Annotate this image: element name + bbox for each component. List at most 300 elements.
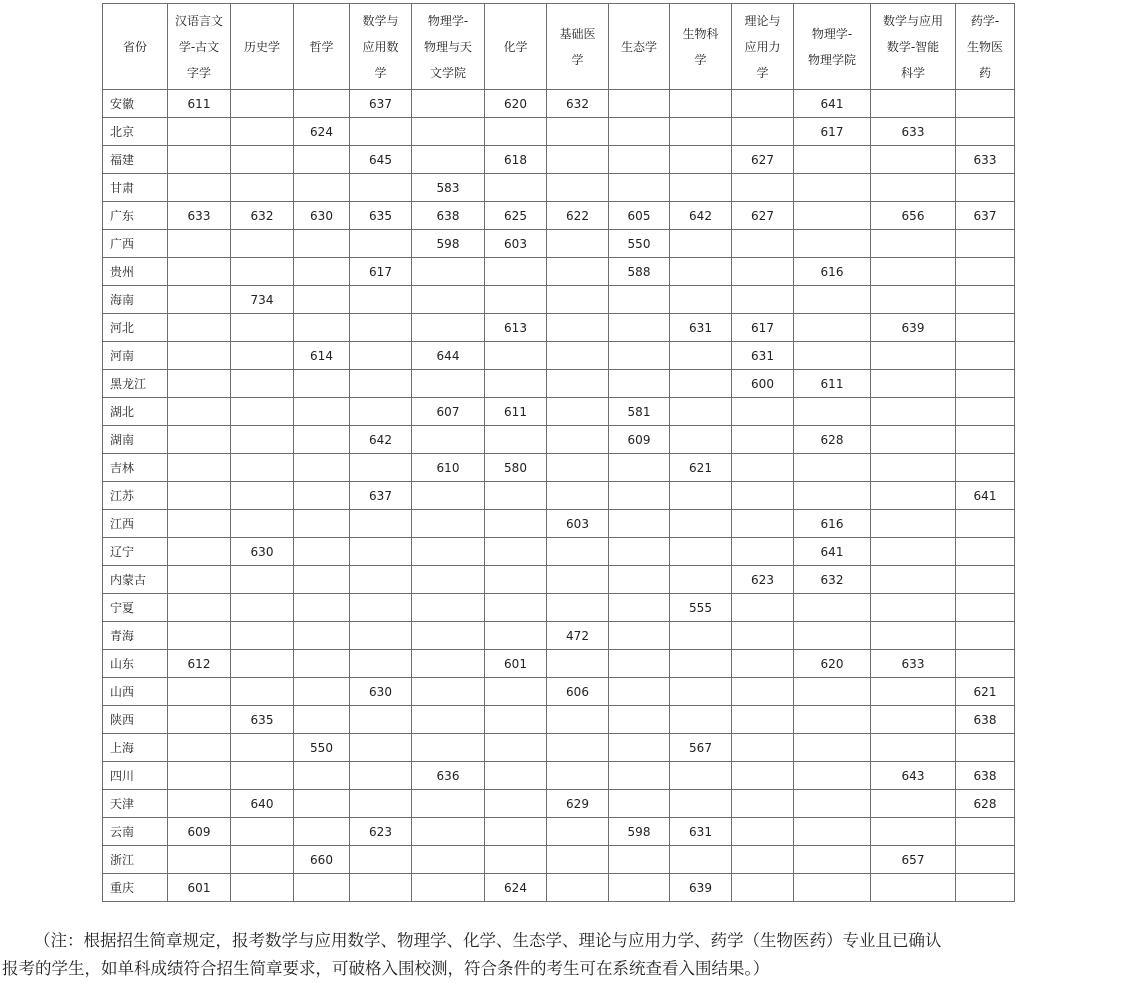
score-cell: 641	[794, 538, 871, 566]
score-cell: 621	[670, 454, 732, 482]
score-cell	[485, 510, 547, 538]
score-cell	[670, 790, 732, 818]
province-cell: 河北	[103, 314, 168, 342]
score-cell	[871, 398, 956, 426]
score-cell	[871, 482, 956, 510]
score-cell	[412, 566, 485, 594]
score-cell	[732, 538, 794, 566]
score-cell	[168, 174, 231, 202]
column-header-text: 化学	[503, 39, 528, 54]
province-cell: 上海	[103, 734, 168, 762]
score-cell: 645	[350, 146, 412, 174]
table-row	[103, 398, 1015, 426]
score-cell	[871, 790, 956, 818]
score-cell	[670, 650, 732, 678]
table-row	[103, 146, 1015, 174]
score-cell	[412, 426, 485, 454]
table-row	[103, 538, 1015, 566]
score-cell	[231, 426, 294, 454]
score-cell	[609, 482, 670, 510]
score-cell	[794, 734, 871, 762]
table-row	[103, 482, 1015, 510]
score-cell	[168, 146, 231, 174]
column-header-text: 学	[694, 52, 707, 67]
score-cell	[794, 762, 871, 790]
table-row	[103, 678, 1015, 706]
score-cell	[231, 846, 294, 874]
score-cell	[231, 482, 294, 510]
score-cell	[294, 90, 350, 118]
score-cell: 629	[547, 790, 609, 818]
column-header-text: 学	[374, 65, 387, 80]
score-cell	[350, 566, 412, 594]
score-cell: 627	[732, 146, 794, 174]
score-cell	[871, 454, 956, 482]
score-cell	[547, 174, 609, 202]
score-cell	[609, 678, 670, 706]
table-row	[103, 258, 1015, 286]
score-cell	[350, 846, 412, 874]
score-cell	[871, 258, 956, 286]
score-cell	[794, 706, 871, 734]
score-cell: 472	[547, 622, 609, 650]
score-cell: 603	[485, 230, 547, 258]
score-cell: 639	[871, 314, 956, 342]
column-header-text: 应用数	[362, 39, 399, 54]
score-cell: 607	[412, 398, 485, 426]
column-header-major	[350, 4, 412, 90]
score-cell	[231, 594, 294, 622]
score-cell	[794, 482, 871, 510]
column-header-major	[412, 4, 485, 90]
score-cell	[294, 146, 350, 174]
score-cell: 601	[168, 874, 231, 902]
score-cell: 641	[794, 90, 871, 118]
score-cell	[956, 286, 1015, 314]
score-cell	[547, 230, 609, 258]
score-cell	[547, 370, 609, 398]
score-cell	[485, 426, 547, 454]
score-cell	[294, 454, 350, 482]
score-cell	[670, 706, 732, 734]
score-cell	[732, 90, 794, 118]
score-cell	[609, 734, 670, 762]
province-cell: 天津	[103, 790, 168, 818]
score-cell	[732, 790, 794, 818]
province-cell: 甘肃	[103, 174, 168, 202]
score-cell: 631	[732, 342, 794, 370]
score-cell: 635	[231, 706, 294, 734]
column-header-text: 生物医	[966, 39, 1003, 54]
province-cell: 山西	[103, 678, 168, 706]
score-cell	[485, 678, 547, 706]
footnote-line-2: 报考的学生，如单科成绩符合招生简章要求，可破格入围校测，符合条件的考生可在系统查看入围结果。）	[2, 959, 770, 978]
score-cell	[670, 286, 732, 314]
table-row	[103, 90, 1015, 118]
column-header-major	[732, 4, 794, 90]
column-header-text: 数学与应用	[882, 13, 943, 28]
score-cell	[168, 790, 231, 818]
score-cell	[732, 818, 794, 846]
score-cell	[412, 370, 485, 398]
score-cell	[547, 594, 609, 622]
score-cell	[231, 258, 294, 286]
score-cell	[609, 454, 670, 482]
score-cell	[350, 762, 412, 790]
score-cell	[871, 706, 956, 734]
province-cell: 四川	[103, 762, 168, 790]
score-cell	[732, 734, 794, 762]
score-cell	[956, 426, 1015, 454]
score-cell	[609, 762, 670, 790]
score-cell	[732, 650, 794, 678]
score-cell: 616	[794, 258, 871, 286]
column-header-text: 数学-智能	[886, 39, 940, 54]
score-cell: 640	[231, 790, 294, 818]
score-cell	[670, 846, 732, 874]
score-cell	[547, 286, 609, 314]
score-cell	[794, 314, 871, 342]
score-cell	[485, 762, 547, 790]
score-cell	[168, 566, 231, 594]
score-cell	[350, 398, 412, 426]
column-header-province	[103, 4, 168, 90]
score-cell	[956, 734, 1015, 762]
score-cell	[794, 790, 871, 818]
province-cell: 湖北	[103, 398, 168, 426]
score-cell: 632	[547, 90, 609, 118]
score-cell	[670, 622, 732, 650]
score-cell	[732, 454, 794, 482]
score-cell	[350, 314, 412, 342]
score-cell	[871, 174, 956, 202]
score-cell	[547, 874, 609, 902]
score-cell	[350, 342, 412, 370]
table-row	[103, 230, 1015, 258]
score-cell	[485, 818, 547, 846]
score-cell: 657	[871, 846, 956, 874]
table-row	[103, 874, 1015, 902]
score-cell	[168, 426, 231, 454]
column-header-text: 应用力	[744, 39, 781, 54]
score-cell: 627	[732, 202, 794, 230]
score-cell	[794, 678, 871, 706]
score-cell	[547, 650, 609, 678]
header-row	[103, 4, 1015, 90]
score-cell	[412, 818, 485, 846]
score-cell	[670, 90, 732, 118]
province-cell: 广西	[103, 230, 168, 258]
score-cell	[732, 706, 794, 734]
column-header-text: 物理与天	[423, 39, 472, 54]
score-cell: 637	[956, 202, 1015, 230]
score-cell	[485, 846, 547, 874]
score-cell: 616	[794, 510, 871, 538]
score-cell	[956, 594, 1015, 622]
score-cell	[956, 118, 1015, 146]
score-cell	[956, 650, 1015, 678]
score-cell	[412, 594, 485, 622]
column-header-text: 药	[978, 65, 991, 80]
score-cell: 636	[412, 762, 485, 790]
score-cell	[294, 538, 350, 566]
score-cell	[547, 538, 609, 566]
score-cell: 623	[732, 566, 794, 594]
score-cell	[871, 538, 956, 566]
score-cell: 633	[871, 650, 956, 678]
score-cell	[412, 538, 485, 566]
score-cell	[168, 846, 231, 874]
score-cell	[350, 454, 412, 482]
score-cell	[956, 90, 1015, 118]
score-cell	[485, 258, 547, 286]
table-body	[103, 90, 1015, 902]
score-cell: 643	[871, 762, 956, 790]
score-cell	[547, 762, 609, 790]
score-cell	[168, 706, 231, 734]
score-cell	[168, 454, 231, 482]
score-cell	[871, 678, 956, 706]
score-cell: 628	[956, 790, 1015, 818]
score-cell	[670, 510, 732, 538]
score-cell	[294, 594, 350, 622]
score-cell: 580	[485, 454, 547, 482]
score-cell	[732, 174, 794, 202]
score-cell: 631	[670, 818, 732, 846]
score-cell: 624	[485, 874, 547, 902]
score-cell	[871, 818, 956, 846]
column-header-text: 生态学	[620, 39, 657, 54]
score-cell: 635	[350, 202, 412, 230]
province-cell: 云南	[103, 818, 168, 846]
score-cell	[732, 846, 794, 874]
score-cell: 606	[547, 678, 609, 706]
score-cell	[871, 426, 956, 454]
score-cell	[956, 818, 1015, 846]
column-header-text: 学	[571, 52, 584, 67]
score-cell: 567	[670, 734, 732, 762]
score-cell: 583	[412, 174, 485, 202]
score-cell: 609	[168, 818, 231, 846]
score-cell: 617	[794, 118, 871, 146]
score-cell	[168, 594, 231, 622]
table-row	[103, 174, 1015, 202]
score-cell: 623	[350, 818, 412, 846]
score-cell	[231, 566, 294, 594]
score-cell: 612	[168, 650, 231, 678]
score-cell	[871, 734, 956, 762]
score-cell	[547, 146, 609, 174]
score-cell	[794, 594, 871, 622]
column-header-text: 文学院	[429, 65, 466, 80]
score-cell: 637	[350, 482, 412, 510]
score-cell	[609, 510, 670, 538]
score-cell	[294, 650, 350, 678]
score-cell	[732, 398, 794, 426]
score-cell	[168, 258, 231, 286]
table-row	[103, 594, 1015, 622]
score-cell: 637	[350, 90, 412, 118]
score-cell	[547, 454, 609, 482]
score-cell: 632	[794, 566, 871, 594]
column-header-text: 汉语言文	[174, 13, 223, 28]
score-cell	[609, 790, 670, 818]
score-cell	[871, 230, 956, 258]
score-cell: 632	[231, 202, 294, 230]
score-cell: 638	[956, 762, 1015, 790]
score-cell	[732, 510, 794, 538]
score-cell	[350, 874, 412, 902]
table-row	[103, 202, 1015, 230]
score-cell	[294, 678, 350, 706]
score-cell	[294, 398, 350, 426]
column-header-major	[485, 4, 547, 90]
score-cell: 638	[412, 202, 485, 230]
score-cell	[294, 510, 350, 538]
score-cell	[547, 342, 609, 370]
province-cell: 安徽	[103, 90, 168, 118]
province-cell: 内蒙古	[103, 566, 168, 594]
score-cell	[871, 566, 956, 594]
score-cell	[231, 510, 294, 538]
score-cell: 638	[956, 706, 1015, 734]
score-cell	[168, 370, 231, 398]
score-cell: 611	[485, 398, 547, 426]
score-cell	[231, 174, 294, 202]
score-cell	[732, 230, 794, 258]
score-cell	[231, 398, 294, 426]
province-cell: 福建	[103, 146, 168, 174]
table-row	[103, 286, 1015, 314]
score-cell	[168, 286, 231, 314]
score-cell: 611	[794, 370, 871, 398]
score-cell: 644	[412, 342, 485, 370]
column-header-text: 数学与	[362, 13, 399, 28]
score-cell	[294, 314, 350, 342]
score-cell	[956, 874, 1015, 902]
score-cell	[956, 510, 1015, 538]
score-cell	[485, 594, 547, 622]
score-cell	[794, 174, 871, 202]
score-cell	[485, 174, 547, 202]
score-cell	[231, 314, 294, 342]
score-cell	[956, 174, 1015, 202]
score-cell	[168, 482, 231, 510]
score-cell	[485, 734, 547, 762]
province-cell: 江苏	[103, 482, 168, 510]
score-cell	[794, 230, 871, 258]
score-cell	[956, 538, 1015, 566]
score-cell	[294, 818, 350, 846]
score-cell	[547, 706, 609, 734]
score-cell	[412, 258, 485, 286]
score-cell: 633	[956, 146, 1015, 174]
score-cell	[350, 622, 412, 650]
table-row	[103, 370, 1015, 398]
province-cell: 北京	[103, 118, 168, 146]
score-cell	[794, 202, 871, 230]
score-cell	[609, 874, 670, 902]
score-cell	[732, 594, 794, 622]
province-cell: 山东	[103, 650, 168, 678]
province-cell: 青海	[103, 622, 168, 650]
score-cell: 555	[670, 594, 732, 622]
score-cell	[350, 118, 412, 146]
score-cell	[294, 790, 350, 818]
score-cell: 550	[609, 230, 670, 258]
score-cell	[547, 398, 609, 426]
score-cell	[485, 622, 547, 650]
score-cell	[294, 174, 350, 202]
score-cell	[168, 118, 231, 146]
score-cell: 625	[485, 202, 547, 230]
score-cell	[794, 874, 871, 902]
column-header-text: 省份	[122, 39, 147, 54]
score-cell	[871, 370, 956, 398]
score-cell: 630	[350, 678, 412, 706]
table-row	[103, 314, 1015, 342]
score-cell: 550	[294, 734, 350, 762]
province-cell: 海南	[103, 286, 168, 314]
column-header-text: 物理学-	[811, 26, 853, 41]
score-cell: 620	[794, 650, 871, 678]
score-cell	[231, 370, 294, 398]
score-cell: 598	[609, 818, 670, 846]
score-cell	[168, 342, 231, 370]
column-header-major	[547, 4, 609, 90]
score-cell	[871, 510, 956, 538]
score-cell	[609, 286, 670, 314]
score-cell	[412, 510, 485, 538]
score-cell	[485, 118, 547, 146]
score-cell	[609, 118, 670, 146]
score-cell	[350, 370, 412, 398]
province-cell: 黑龙江	[103, 370, 168, 398]
score-cell	[412, 314, 485, 342]
score-cell: 624	[294, 118, 350, 146]
score-cell	[412, 286, 485, 314]
score-cell	[609, 566, 670, 594]
score-cell	[871, 622, 956, 650]
column-header-major	[670, 4, 732, 90]
table-row	[103, 426, 1015, 454]
score-cell	[231, 818, 294, 846]
table-row	[103, 650, 1015, 678]
score-cell	[350, 734, 412, 762]
score-cell	[732, 482, 794, 510]
score-cell: 614	[294, 342, 350, 370]
score-cell	[350, 174, 412, 202]
score-cell: 630	[294, 202, 350, 230]
score-cell	[485, 482, 547, 510]
score-cell	[168, 538, 231, 566]
score-cell: 613	[485, 314, 547, 342]
table-row	[103, 762, 1015, 790]
score-cell	[412, 482, 485, 510]
score-cell	[231, 622, 294, 650]
province-cell: 湖南	[103, 426, 168, 454]
score-cell	[609, 846, 670, 874]
score-cell	[794, 454, 871, 482]
score-cell: 639	[670, 874, 732, 902]
score-cell: 581	[609, 398, 670, 426]
score-cell: 630	[231, 538, 294, 566]
score-cell	[670, 538, 732, 566]
score-cell: 631	[670, 314, 732, 342]
province-cell: 吉林	[103, 454, 168, 482]
province-cell: 河南	[103, 342, 168, 370]
column-header-major	[168, 4, 231, 90]
